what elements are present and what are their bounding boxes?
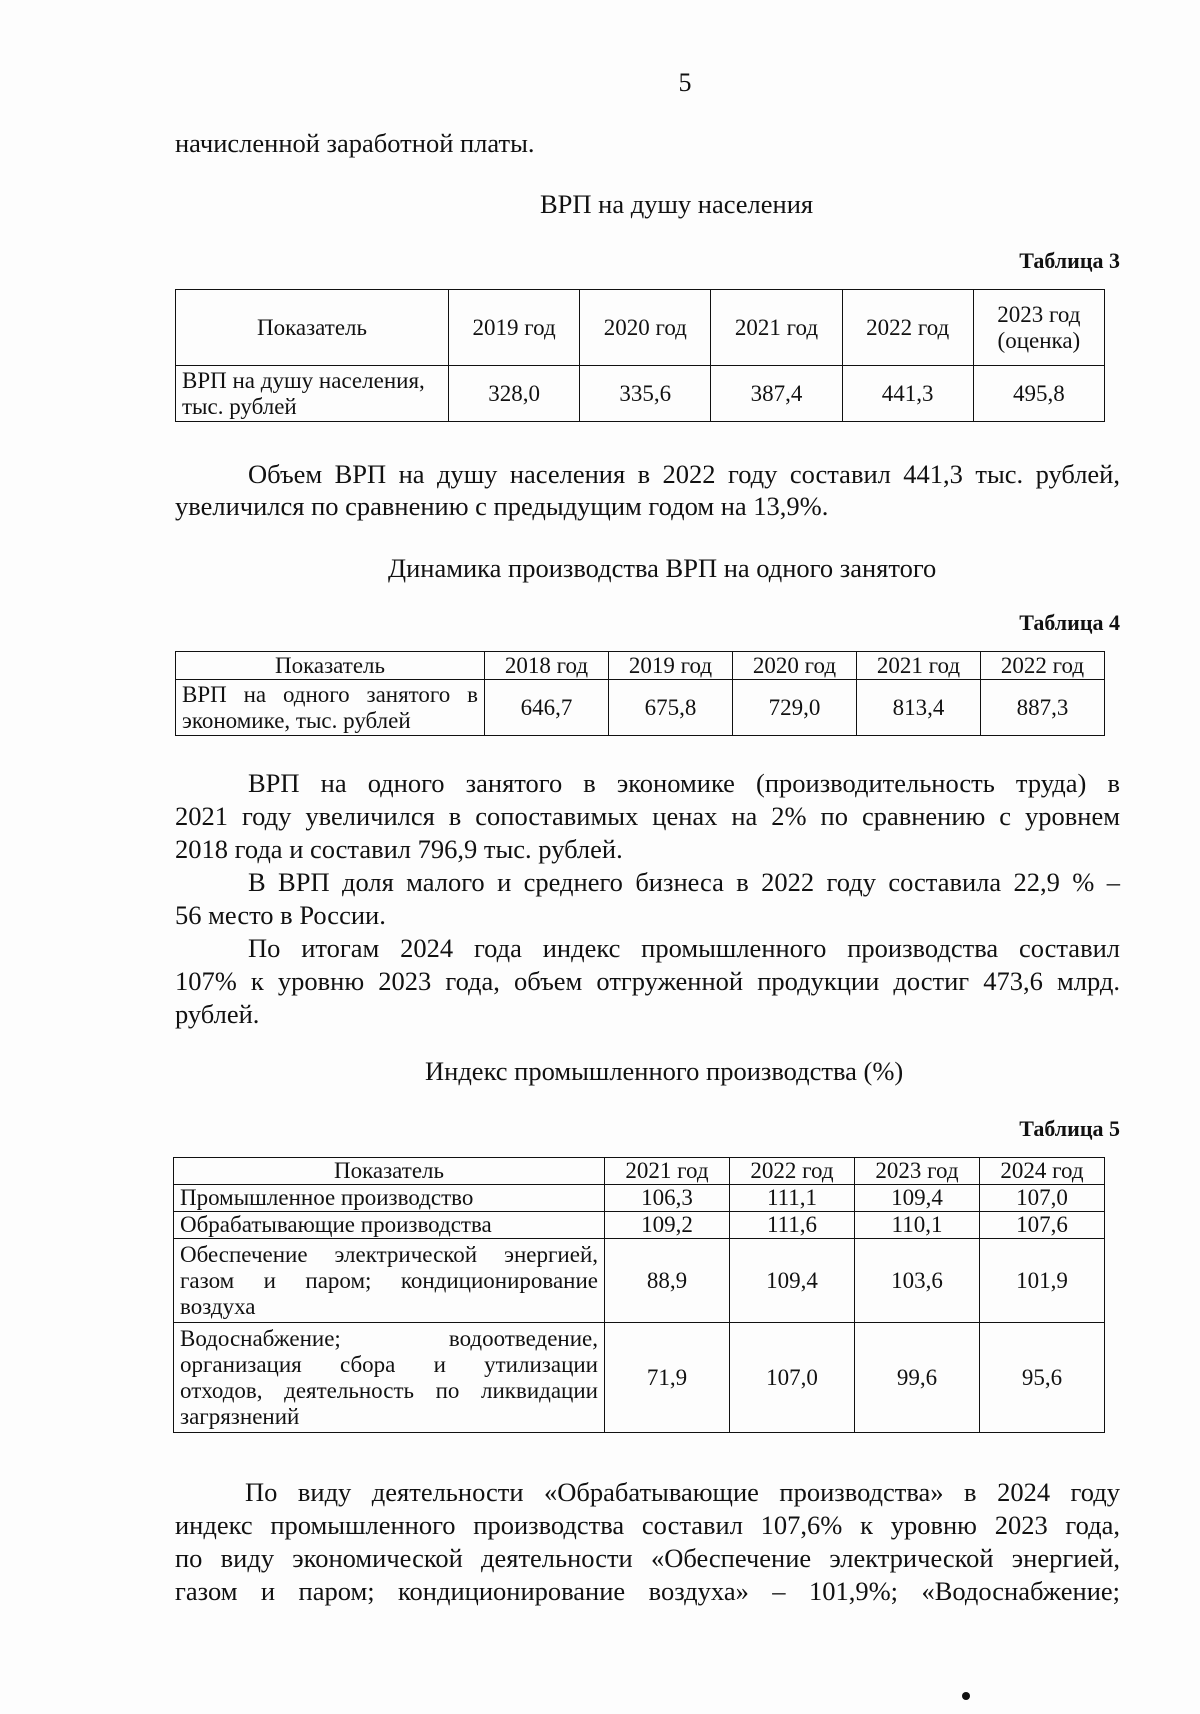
table5-row-name-line: отходов, деятельность по ликвидации bbox=[180, 1377, 598, 1403]
table3-header-cell: 2023 год (оценка) bbox=[973, 290, 1104, 366]
table4-header-cell: 2022 год bbox=[981, 652, 1105, 680]
table3-value-cell: 328,0 bbox=[449, 366, 580, 422]
para5-line: По виду деятельности «Обрабатывающие производства» в 2024 году bbox=[245, 1477, 1120, 1507]
para2-line: 2021 году увеличился в сопоставимых ценах на 2% по сравнению с уровнем bbox=[175, 801, 1120, 831]
table5-value-cell: 110,1 bbox=[855, 1212, 980, 1239]
table-row bbox=[174, 1185, 1105, 1212]
table3-title: ВРП на душу населения bbox=[540, 189, 814, 219]
table4-label: Таблица 4 bbox=[1019, 610, 1120, 635]
table4-value-cell: 887,3 bbox=[981, 680, 1105, 736]
table3-value-cell: 441,3 bbox=[842, 366, 973, 422]
table4-row-name-line: экономике, тыс. рублей bbox=[182, 707, 411, 733]
table-row bbox=[176, 366, 1105, 422]
table5-row-name: Промышленное производство bbox=[174, 1185, 605, 1212]
table4-header-cell: Показатель bbox=[176, 652, 485, 680]
table5-header-cell: 2024 год bbox=[980, 1158, 1105, 1185]
table5-title: Индекс промышленного производства (%) bbox=[425, 1056, 904, 1086]
table5-header-cell: 2022 год bbox=[730, 1158, 855, 1185]
table5-row-name-line: газом и паром; кондиционирование bbox=[180, 1267, 598, 1293]
table5-value-cell: 109,2 bbox=[605, 1212, 730, 1239]
table5-value-cell: 111,6 bbox=[730, 1212, 855, 1239]
table3-row-name: ВРП на душу населения, тыс. рублей bbox=[176, 366, 449, 422]
table3-header-row bbox=[176, 290, 1105, 366]
table3 bbox=[175, 289, 1105, 422]
table-row bbox=[176, 680, 1105, 736]
table-row bbox=[174, 1239, 1105, 1323]
table5-row-name-line: Обеспечение электрической энергией, bbox=[180, 1241, 598, 1267]
table4-row-name-line: ВРП на одного занятого в bbox=[182, 681, 478, 707]
table4-header-cell: 2019 год bbox=[609, 652, 733, 680]
table5-header-row bbox=[174, 1158, 1105, 1185]
para2-line: 2018 года и составил 796,9 тыс. рублей. bbox=[175, 834, 623, 864]
table5-value-cell: 88,9 bbox=[605, 1239, 730, 1323]
table5-value-cell: 99,6 bbox=[855, 1323, 980, 1433]
table3-header-cell: 2019 год bbox=[449, 290, 580, 366]
table5-header-cell: Показатель bbox=[174, 1158, 605, 1185]
table5-header-cell: 2023 год bbox=[855, 1158, 980, 1185]
table5-row-name: Обрабатывающие производства bbox=[174, 1212, 605, 1239]
table5-value-cell: 111,1 bbox=[730, 1185, 855, 1212]
para4-line: рублей. bbox=[175, 999, 260, 1029]
table3-header-cell: Показатель bbox=[176, 290, 449, 366]
para1-line: Объем ВРП на душу населения в 2022 году составил 441,3 тыс. рублей, bbox=[248, 459, 1120, 489]
table5-row-name-line: загрязнений bbox=[180, 1403, 300, 1429]
table5-value-cell: 107,6 bbox=[980, 1212, 1105, 1239]
table4-header-row bbox=[176, 652, 1105, 680]
table5 bbox=[173, 1157, 1105, 1433]
table5-value-cell: 101,9 bbox=[980, 1239, 1105, 1323]
scan-dot-mark bbox=[962, 1692, 970, 1700]
table5-value-cell: 95,6 bbox=[980, 1323, 1105, 1433]
table3-header-cell: 2021 год bbox=[711, 290, 842, 366]
table5-value-cell: 109,4 bbox=[730, 1239, 855, 1323]
table4 bbox=[175, 651, 1105, 736]
para5-line: по виду экономической деятельности «Обеспечение электрической энергией, bbox=[175, 1543, 1120, 1573]
table4-header-cell: 2021 год bbox=[857, 652, 981, 680]
table4-value-cell: 646,7 bbox=[485, 680, 609, 736]
table4-value-cell: 729,0 bbox=[733, 680, 857, 736]
table5-value-cell: 71,9 bbox=[605, 1323, 730, 1433]
para5-line: индекс промышленного производства составил 107,6% к уровню 2023 года, bbox=[175, 1510, 1120, 1540]
table3-label: Таблица 3 bbox=[1019, 248, 1120, 273]
table4-row-name bbox=[176, 680, 485, 736]
table3-header-cell: 2022 год bbox=[842, 290, 973, 366]
para3-line: 56 место в России. bbox=[175, 900, 386, 930]
table5-row-name-line: организация сбора и утилизации bbox=[180, 1351, 598, 1377]
table4-title: Динамика производства ВРП на одного занятого bbox=[388, 553, 937, 583]
table5-row-name bbox=[174, 1239, 605, 1323]
table5-value-cell: 109,4 bbox=[855, 1185, 980, 1212]
intro-line: начисленной заработной платы. bbox=[175, 128, 535, 158]
table5-value-cell: 107,0 bbox=[980, 1185, 1105, 1212]
table5-header-cell: 2021 год bbox=[605, 1158, 730, 1185]
table4-value-cell: 675,8 bbox=[609, 680, 733, 736]
table-row bbox=[174, 1212, 1105, 1239]
table5-value-cell: 107,0 bbox=[730, 1323, 855, 1433]
para4-line: 107% к уровню 2023 года, объем отгруженной продукции достиг 473,6 млрд. bbox=[175, 966, 1120, 996]
page-number: 5 bbox=[678, 68, 692, 97]
table-row bbox=[174, 1323, 1105, 1433]
para5-line: газом и паром; кондиционирование воздуха» – 101,9%; «Водоснабжение; bbox=[175, 1576, 1120, 1606]
para4-line: По итогам 2024 года индекс промышленного производства составил bbox=[248, 933, 1120, 963]
table5-row-name bbox=[174, 1323, 605, 1433]
table5-value-cell: 106,3 bbox=[605, 1185, 730, 1212]
table4-header-cell: 2020 год bbox=[733, 652, 857, 680]
table5-label: Таблица 5 bbox=[1019, 1116, 1120, 1141]
table4-header-cell: 2018 год bbox=[485, 652, 609, 680]
para2-line: ВРП на одного занятого в экономике (производительность труда) в bbox=[248, 768, 1120, 798]
table4-value-cell: 813,4 bbox=[857, 680, 981, 736]
para1-line: увеличился по сравнению с предыдущим годом на 13,9%. bbox=[175, 491, 829, 521]
table3-header-cell: 2020 год bbox=[580, 290, 711, 366]
table3-value-cell: 495,8 bbox=[973, 366, 1104, 422]
table3-value-cell: 335,6 bbox=[580, 366, 711, 422]
table5-row-name-line: воздуха bbox=[180, 1293, 256, 1319]
table5-value-cell: 103,6 bbox=[855, 1239, 980, 1323]
para3-line: В ВРП доля малого и среднего бизнеса в 2022 году составила 22,9 % – bbox=[248, 867, 1120, 897]
table3-value-cell: 387,4 bbox=[711, 366, 842, 422]
table5-row-name-line: Водоснабжение; водоотведение, bbox=[180, 1325, 598, 1351]
